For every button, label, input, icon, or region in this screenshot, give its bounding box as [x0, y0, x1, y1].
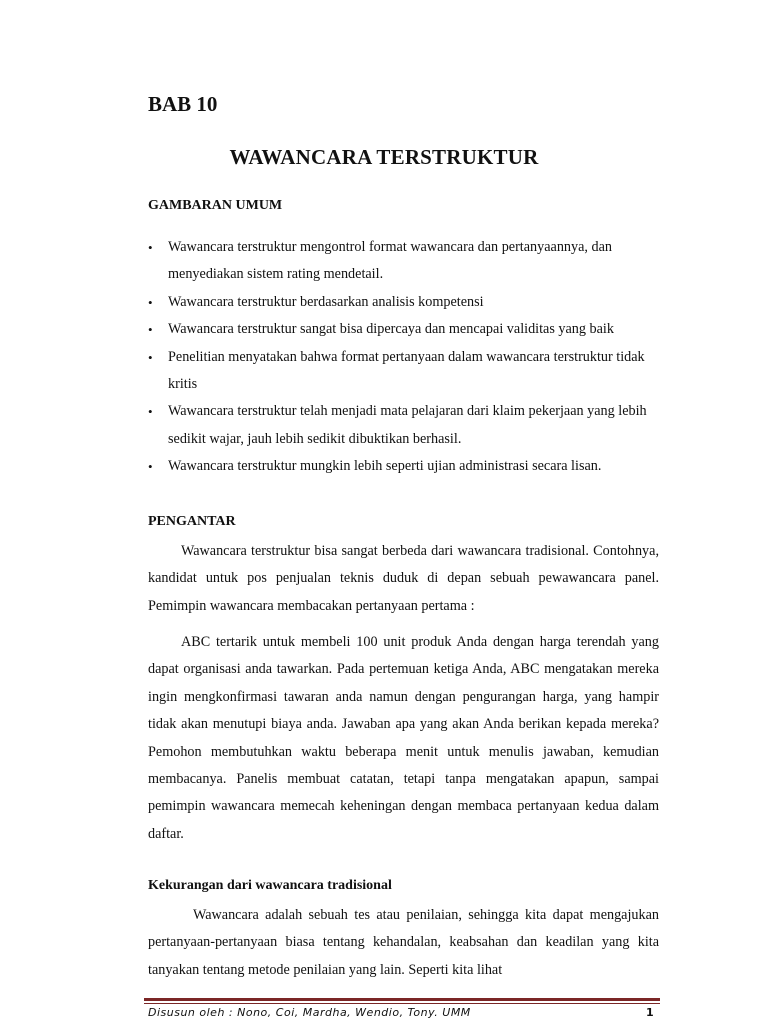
page-number: 1 [646, 1006, 654, 1019]
chapter-title: WAWANCARA TERSTRUKTUR [229, 145, 539, 169]
overview-bullet-list [148, 234, 660, 481]
list-item: • Wawancara terstruktur mungkin lebih seperti ujian administrasi secara lisan. [148, 453, 660, 480]
list-item: • Wawancara terstruktur telah menjadi mata pelajaran dari klaim pekerjaan yang lebih sedikit wajar, jauh lebih sedikit dibuktikan berhasil. [148, 398, 660, 453]
footer-authors: Disusun oleh : Nono, Coi, Mardha, Wendio, Tony. UMM [148, 1006, 471, 1019]
footer-rule-thin [144, 1003, 660, 1004]
footer-rule-thick [144, 998, 660, 1001]
pengantar-paragraph-1: Wawancara terstruktur bisa sangat berbeda dari wawancara tradisional. Contohnya, kandidat untuk pos penjualan teknis duduk di depan sebuah pewawancara panel. Pemimpin wawancara membacakan pertanyaan pertama : [148, 543, 659, 614]
kekurangan-paragraph-1: Wawancara adalah sebuah tes atau penilaian, sehingga kita dapat mengajukan pertanyaan-pertanyaan biasa tentang kehandalan, keabsahan dan keadilan yang kita tanyakan tentang metode penilaian yang lain. Seperti kita lihat [148, 907, 659, 978]
section-heading-kekurangan: Kekurangan dari wawancara tradisional [148, 878, 392, 893]
list-item: • Penelitian menyatakan bahwa format pertanyaan dalam wawancara terstruktur tidak kritis [148, 344, 660, 399]
pengantar-paragraph-2: ABC tertarik untuk membeli 100 unit produk Anda dengan harga terendah yang dapat organisasi anda tawarkan. Pada pertemuan ketiga Anda, ABC mengatakan mereka ingin mengkonfirmasi tawaran anda namun dengan pengurangan harga, yang hampir tidak akan menutupi biaya anda. Jawaban apa yang akan Anda berikan kepada mereka? Pemohon membutuhkan waktu beberapa menit untuk menulis jawaban, kemudian membacanya. Panelis membuat catatan, tetapi tanpa mengatakan apapun, sampai pemimpin wawancara memecah keheningan dengan membaca pertanyaan kedua dalam daftar. [148, 634, 659, 842]
section-heading-gambaran-umum: GAMBARAN UMUM [148, 198, 283, 213]
list-item: • Wawancara terstruktur mengontrol format wawancara dan pertanyaannya, dan menyediakan sistem rating mendetail. [148, 234, 660, 289]
list-item: • Wawancara terstruktur sangat bisa dipercaya dan mencapai validitas yang baik [148, 316, 660, 343]
section-heading-pengantar: PENGANTAR [148, 514, 236, 529]
list-item: • Wawancara terstruktur berdasarkan analisis kompetensi [148, 289, 660, 316]
chapter-label: BAB 10 [148, 92, 218, 116]
